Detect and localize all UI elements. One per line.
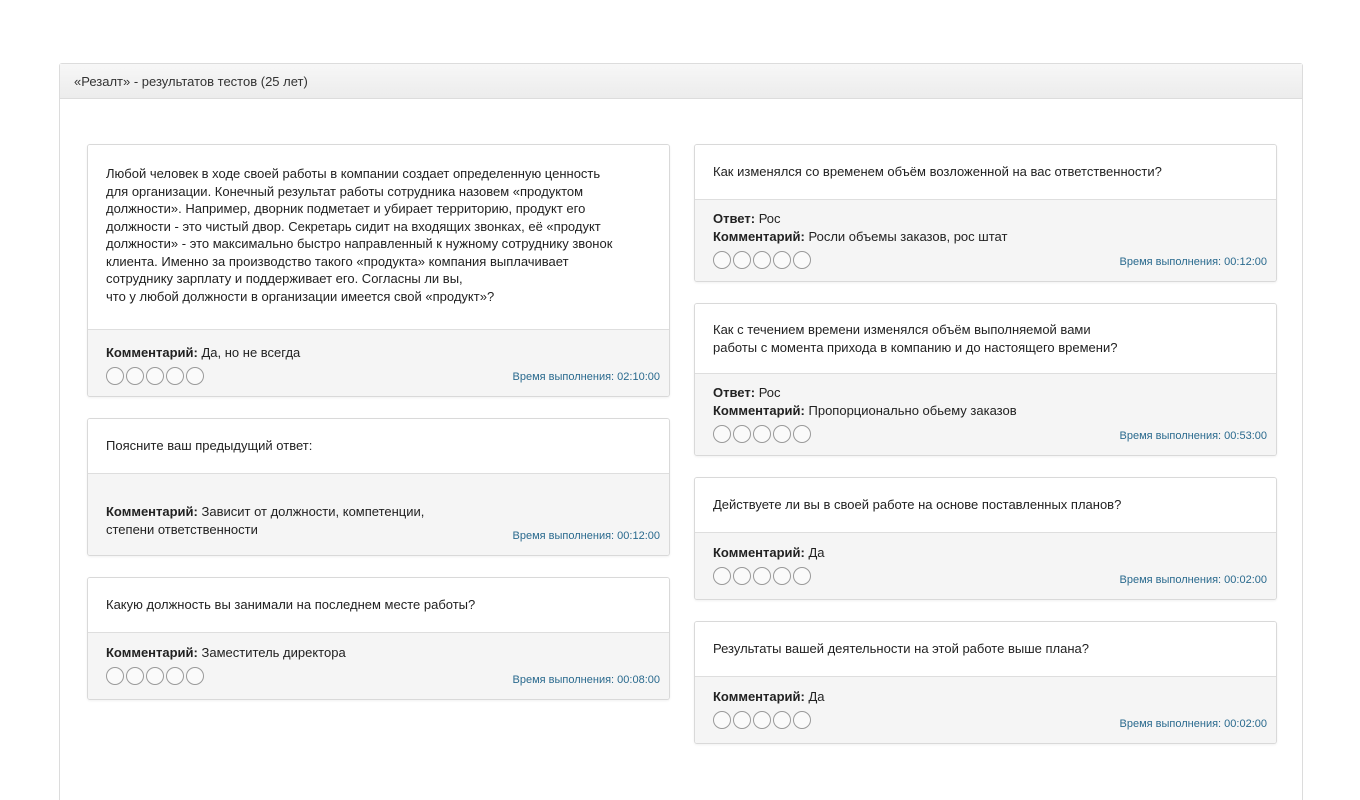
time-label: Время выполнения: <box>512 371 615 383</box>
rating-circle-1[interactable] <box>106 367 124 385</box>
time-label: Время выполнения: <box>512 674 615 686</box>
rating-circle-5[interactable] <box>186 367 204 385</box>
time-value: 00:12:00 <box>1224 256 1267 268</box>
rating-circle-3[interactable] <box>753 251 771 269</box>
rating-circle-4[interactable] <box>166 367 184 385</box>
answer-label: Ответ: <box>713 211 756 226</box>
comment-text: Да <box>808 545 825 560</box>
question-text-area <box>695 145 1276 200</box>
question-text-area <box>88 145 669 330</box>
rating-circle-3[interactable] <box>146 667 164 685</box>
time-value: 02:10:00 <box>617 371 660 383</box>
answer-line <box>713 210 1258 228</box>
answer-label: Ответ: <box>713 385 756 400</box>
answer-area <box>695 374 1276 456</box>
comment-line <box>713 688 1258 706</box>
answer-area <box>695 677 1276 744</box>
time-label: Время выполнения: <box>1119 574 1222 586</box>
rating-circle-2[interactable] <box>126 367 144 385</box>
rating-circle-4[interactable] <box>773 711 791 729</box>
time-label: Время выполнения: <box>512 530 615 542</box>
answer-area <box>88 474 669 556</box>
comment-label: Комментарий: <box>106 645 198 660</box>
rating-circle-2[interactable] <box>733 251 751 269</box>
rating-circle-1[interactable] <box>106 667 124 685</box>
question-card-6 <box>694 477 1277 600</box>
rating-circle-1[interactable] <box>713 711 731 729</box>
execution-time <box>513 671 660 689</box>
rating-circle-1[interactable] <box>713 425 731 443</box>
rating-circle-2[interactable] <box>733 567 751 585</box>
rating-circle-4[interactable] <box>773 425 791 443</box>
comment-text: Заместитель директора <box>201 645 346 660</box>
answer-text: Рос <box>758 211 781 226</box>
execution-time <box>1120 571 1267 589</box>
rating-circle-5[interactable] <box>793 567 811 585</box>
question-text: Поясните ваш предыдущий ответ: <box>106 438 313 454</box>
answer-line <box>713 384 1258 402</box>
rating-circle-5[interactable] <box>793 711 811 729</box>
question-text-area <box>695 622 1276 677</box>
comment-label: Комментарий: <box>106 504 198 519</box>
comment-label: Комментарий: <box>713 229 805 244</box>
comment-text: Росли объемы заказов, рос штат <box>808 229 1008 244</box>
question-text: Как с течением времени изменялся объём выполняемой вами работы с момента прихода в компанию и до настоящего времени? <box>713 322 1118 355</box>
comment-label: Комментарий: <box>713 545 805 560</box>
time-label: Время выполнения: <box>1119 718 1222 730</box>
panel-title: «Резалт» - результатов тестов (25 лет) <box>74 73 308 89</box>
comment-label: Комментарий: <box>713 689 805 704</box>
answer-area <box>88 633 669 700</box>
time-value: 00:08:00 <box>617 674 660 686</box>
panel-header <box>60 64 1302 99</box>
time-value: 00:12:00 <box>617 530 660 542</box>
time-label: Время выполнения: <box>1119 430 1222 442</box>
rating-circle-3[interactable] <box>146 367 164 385</box>
comment-line <box>713 402 1258 420</box>
execution-time <box>1120 715 1267 733</box>
rating-circle-2[interactable] <box>733 425 751 443</box>
question-text-area <box>88 578 669 633</box>
comment-text: Да <box>808 689 825 704</box>
rating-circle-4[interactable] <box>166 667 184 685</box>
rating-circle-3[interactable] <box>753 567 771 585</box>
time-value: 00:53:00 <box>1224 430 1267 442</box>
rating-circle-3[interactable] <box>753 425 771 443</box>
rating-circle-2[interactable] <box>126 667 144 685</box>
time-value: 00:02:00 <box>1224 718 1267 730</box>
question-text: Какую должность вы занимали на последнем месте работы? <box>106 597 476 613</box>
question-card-5 <box>694 303 1277 456</box>
rating-circle-2[interactable] <box>733 711 751 729</box>
question-text: Результаты вашей деятельности на этой работе выше плана? <box>713 641 1089 657</box>
comment-label: Комментарий: <box>713 403 805 418</box>
comment-label: Комментарий: <box>106 345 198 360</box>
question-text-area <box>88 419 669 474</box>
rating-circle-5[interactable] <box>793 425 811 443</box>
rating-circle-1[interactable] <box>713 567 731 585</box>
execution-time <box>513 368 660 386</box>
comment-line <box>713 228 1258 246</box>
comment-line <box>106 644 651 662</box>
answer-text: Рос <box>758 385 781 400</box>
comment-line <box>713 544 1258 562</box>
question-text-area <box>695 478 1276 533</box>
time-label: Время выполнения: <box>1119 256 1222 268</box>
question-text: Как изменялся со временем объём возложенной на вас ответственности? <box>713 164 1162 180</box>
time-value: 00:02:00 <box>1224 574 1267 586</box>
rating-circle-3[interactable] <box>753 711 771 729</box>
question-card-1 <box>87 144 670 397</box>
rating-circle-1[interactable] <box>713 251 731 269</box>
question-card-4 <box>694 144 1277 282</box>
answer-area <box>695 533 1276 600</box>
rating-circle-4[interactable] <box>773 567 791 585</box>
question-text: Действуете ли вы в своей работе на основе поставленных планов? <box>713 497 1122 513</box>
rating-circle-4[interactable] <box>773 251 791 269</box>
answer-area <box>695 200 1276 282</box>
question-text: Любой человек в ходе своей работы в компании создает определенную ценность для организации. Конечный результат работы сотрудника назовем «продуктом должности». Например, дворник подметает и убирает территорию, продукт его должности - это чистый двор. Секретарь сидит на входящих звонках, её «продукт должности» - это максимально быстро направленный к нужному сотруднику звонок клиента. Именно за производство такого «продукта» компания выплачивает сотруднику зарплату и поддерживает его. Согласны ли вы, что у любой должности в организации имеется свой «продукт»? <box>106 166 613 304</box>
execution-time <box>1120 253 1267 271</box>
execution-time <box>513 527 660 545</box>
rating-circle-5[interactable] <box>186 667 204 685</box>
question-text-area <box>695 304 1276 374</box>
comment-text: Зависит от должности, компетенции, степени ответственности <box>106 504 425 537</box>
execution-time <box>1120 427 1267 445</box>
comment-line <box>106 344 651 362</box>
question-card-2 <box>87 418 670 556</box>
comment-text: Да, но не всегда <box>201 345 301 360</box>
question-card-3 <box>87 577 670 700</box>
comment-text: Пропорционально обьему заказов <box>808 403 1017 418</box>
rating-circle-5[interactable] <box>793 251 811 269</box>
question-card-7 <box>694 621 1277 744</box>
answer-area <box>88 330 669 397</box>
